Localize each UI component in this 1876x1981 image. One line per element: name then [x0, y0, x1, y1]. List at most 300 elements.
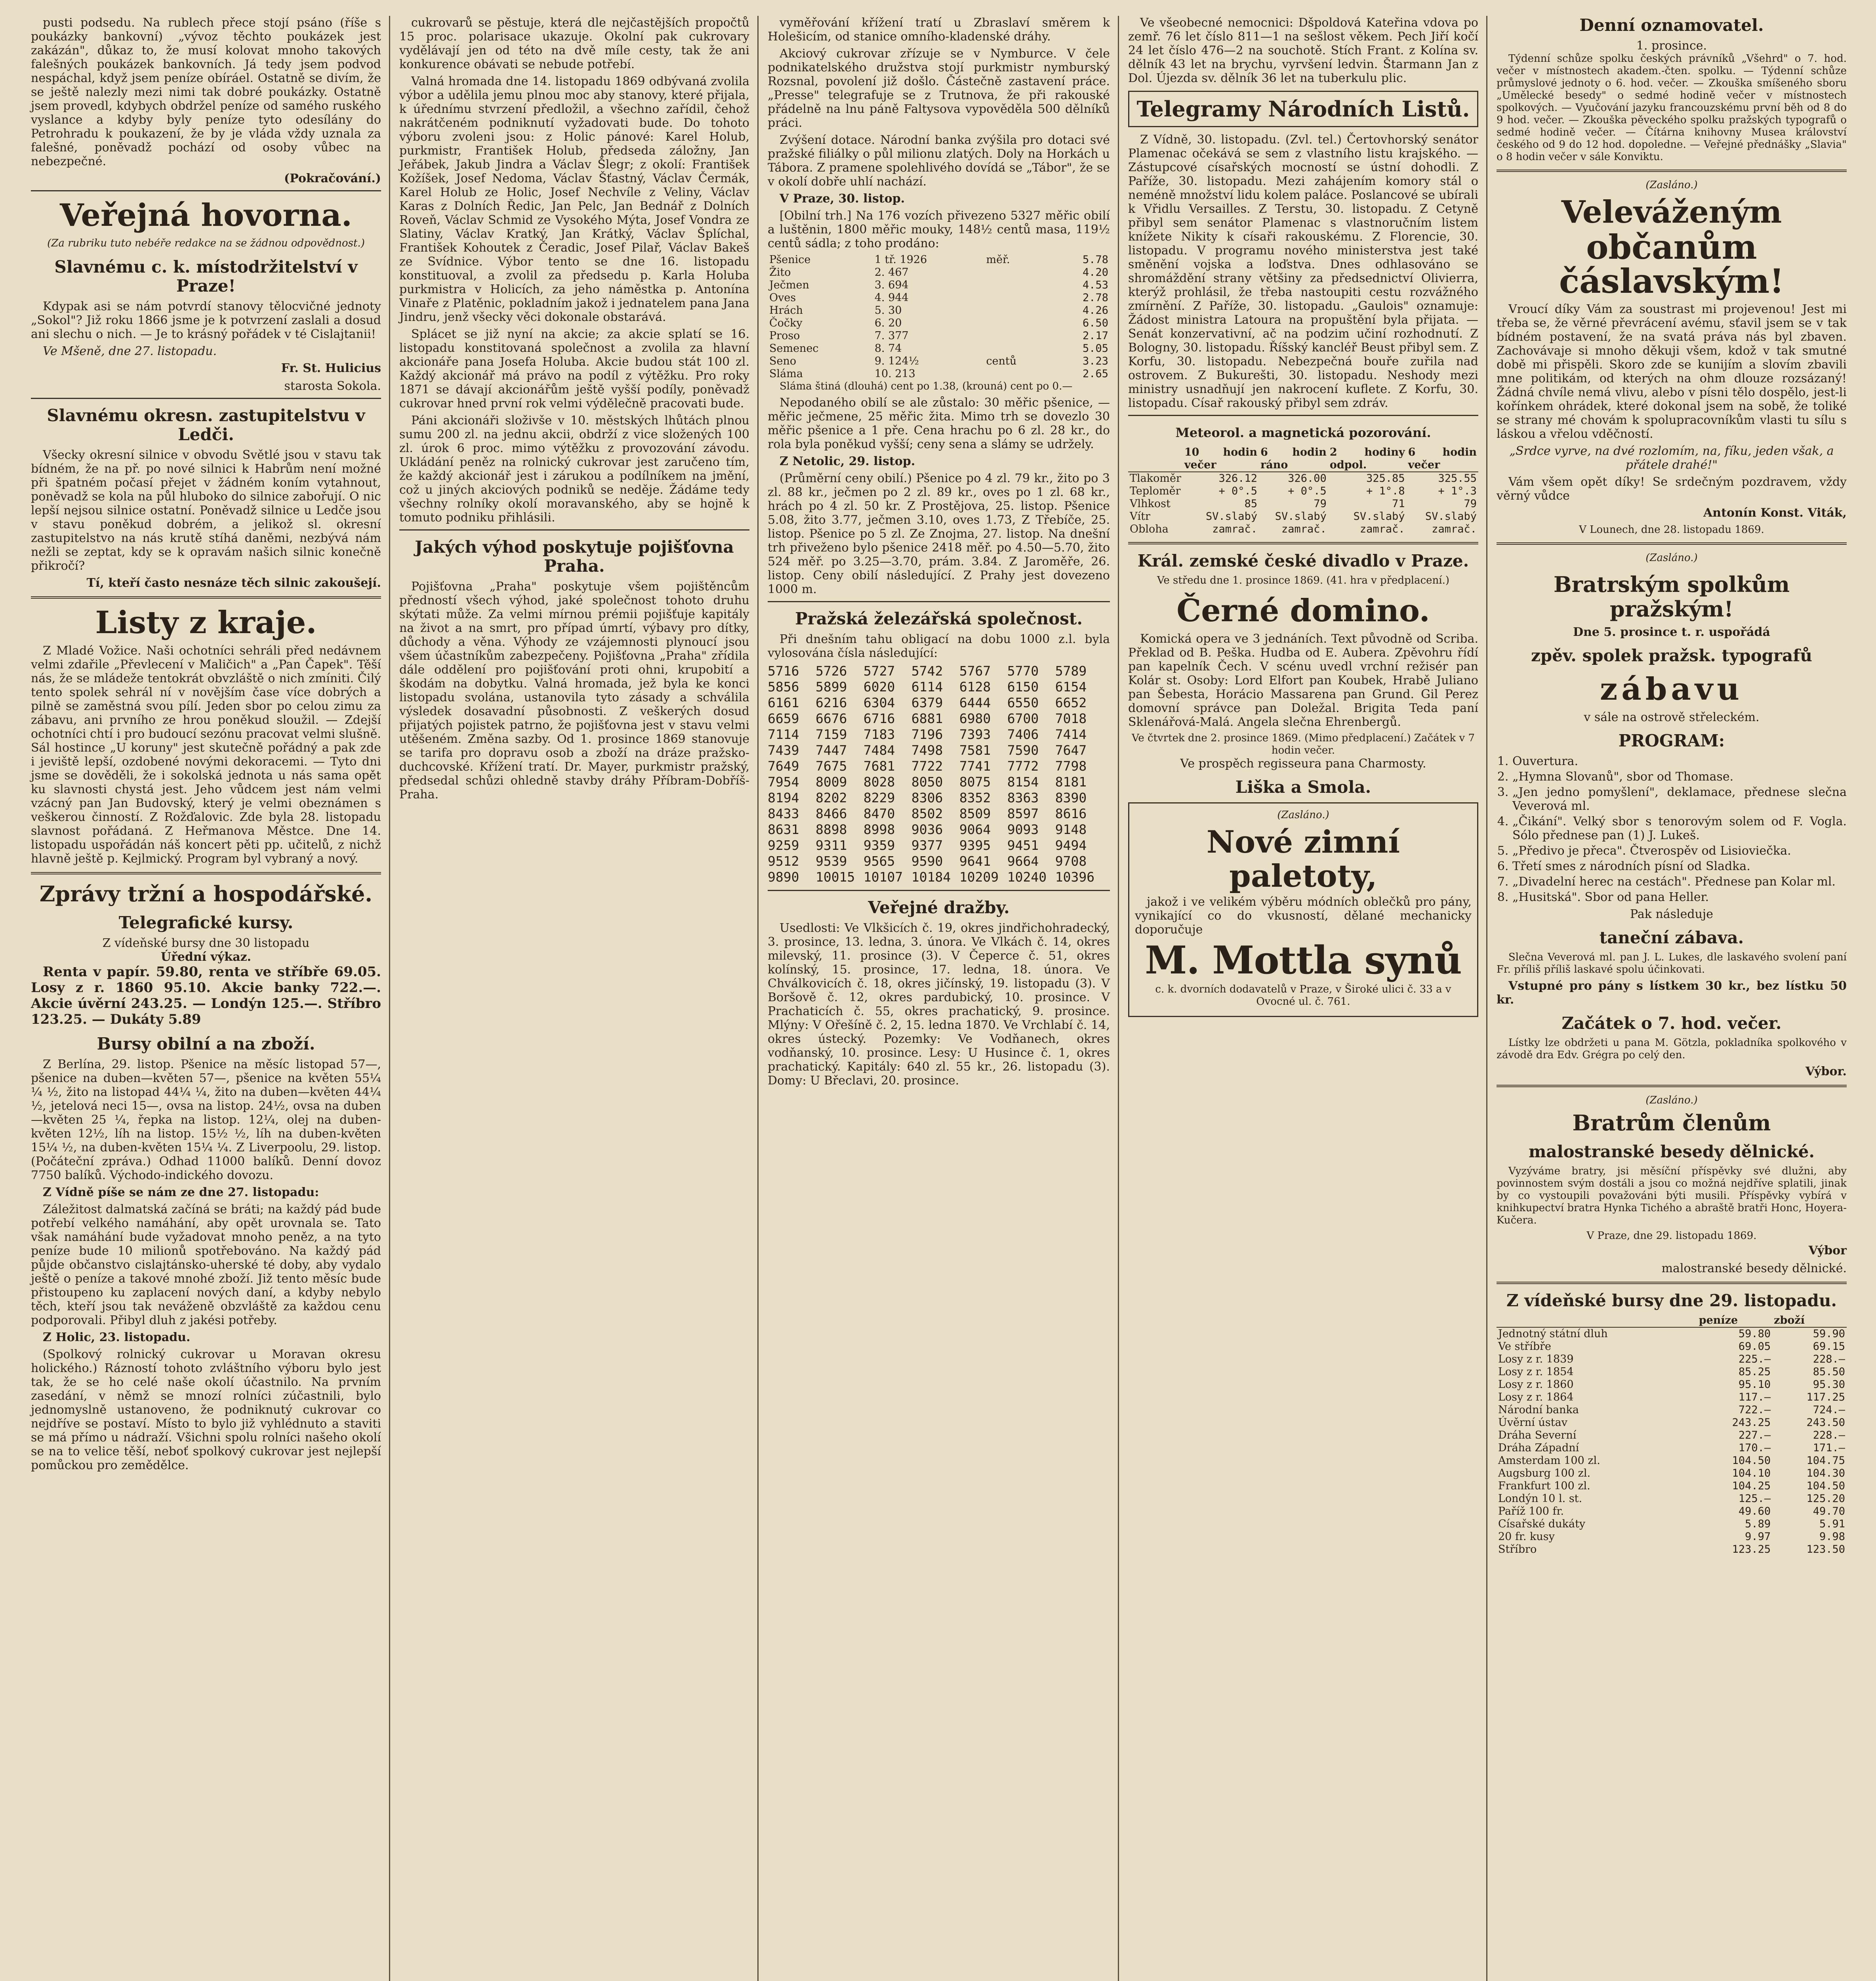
- ad-signature: Výbor: [1808, 1244, 1847, 1258]
- lottery-number: 7741: [959, 758, 991, 774]
- market-text: [Obilní trh.] Na 176 vozích přivezeno 5327 měřic obilí a luštěnin, 1800 měřic mouky, 148½ centů masa, 119½ centů sádla; z toho prodáno:: [768, 209, 1110, 250]
- ad-title: občanům čáslavským!: [1559, 227, 1784, 301]
- bourse-cell: 9.97: [1745, 1531, 1771, 1543]
- divider: [31, 190, 381, 191]
- table-row: [1497, 1505, 1847, 1518]
- article-text: Ve všeobecné nemocnici: Dšpoldová Kateřina vdova po zemř. 76 let číslo 811—1 na sešlost věkem. Pech Jiří kočí 24 let číslo 476—2 na souchotě. Stích Frant. z Kolína sv. dělník 43 let na brychu, vyrvšení ledvin. Štarmann Jan z Dol. Újezda sv. dělník 36 let na tuberkulu plic.: [1128, 16, 1478, 85]
- lottery-number: 9093: [1007, 822, 1039, 837]
- theatre-footer: Ve čtvrtek dne 2. prosince 1869. (Mimo předplacení.) Začátek v 7 hodin večer.: [1131, 732, 1475, 756]
- lottery-number: 7439: [768, 742, 799, 758]
- bourse-cell: Losy z r. 1860: [1498, 1378, 1574, 1391]
- concert-admission: Vstupné pro pány s lístkem 30 kr., bez lístku 50 kr.: [1497, 979, 1847, 1007]
- weather-cell: 85: [1244, 498, 1258, 510]
- ad-place: V Lounech, dne 28. listopadu 1869.: [1579, 524, 1764, 536]
- bourse-cell: 243.50: [1806, 1416, 1845, 1429]
- lottery-number: 8050: [911, 774, 943, 790]
- lottery-number: 7414: [1055, 727, 1087, 742]
- bourse-header: zboží: [1772, 1314, 1847, 1327]
- section-subtitle: 1. prosince.: [1636, 39, 1707, 53]
- bourse-cell: 85.25: [1738, 1366, 1771, 1378]
- market-lead: V Praze, 30. listop.: [780, 192, 905, 206]
- bourse-cell: Dráha Severní: [1498, 1429, 1577, 1441]
- lottery-number: 9590: [911, 853, 943, 869]
- subsection-subtitle: Z vídeňské bursy dne 30 listopadu: [102, 936, 310, 950]
- bourse-cell: 117.—: [1738, 1391, 1771, 1403]
- table-row: [1497, 1467, 1847, 1480]
- rente-line: Renta v papír. 59.80, renta ve stříbře 69.05. Losy z r. 1860 95.10. Akcie banky 722.—. Akcie úvěrní 243.25. — Londýn 125.—. Stříbro 123.25. — Dukáty 5.89: [31, 964, 381, 1027]
- grain-amount: 3. 694: [874, 279, 909, 291]
- ad-text: Vyzýváme bratry, jsi měsíční příspěvky své dlužni, aby povinnostem svým dostáli a jsou co možná nejdříve splatili, jinak by co vystoupili považováni býti musili. Příspěvky vybírá v knihkupectví bratra Hynka Tichého a abraště bratři Honc, Hoyera-Kučera.: [1497, 1165, 1847, 1226]
- lottery-number: 7159: [815, 727, 847, 742]
- bourse-cell: 170.—: [1738, 1442, 1771, 1454]
- grain-name: Pšenice: [769, 254, 811, 266]
- lottery-number: 6020: [863, 679, 895, 695]
- lottery-numbers: [768, 663, 1110, 885]
- theatre-title: Král. zemské české divadlo v Praze.: [1137, 551, 1469, 571]
- lottery-number: 7183: [863, 727, 895, 742]
- lottery-number: 9708: [1055, 853, 1087, 869]
- divider: [31, 596, 381, 599]
- table-row: [1497, 1391, 1847, 1404]
- section-title: Zprávy tržní a hospodářské.: [39, 881, 373, 907]
- ad-footer: c. k. dvorních dodavatelů v Praze, v Široké ulici č. 33 a v Ovocné ul. č. 761.: [1155, 983, 1451, 1008]
- column-2: [392, 16, 757, 1981]
- weather-cell: SV.slabý: [1353, 510, 1405, 523]
- bourse-cell: 104.75: [1806, 1454, 1845, 1467]
- lottery-number: 9064: [959, 822, 991, 837]
- program-list: [1512, 754, 1847, 904]
- bourse-cell: Frankfurt 100 zl.: [1498, 1480, 1590, 1492]
- article-lead: Z Vídně píše se nám ze dne 27. listopadu:: [43, 1185, 319, 1199]
- lottery-number: 9395: [959, 838, 991, 853]
- bourse-cell: Amsterdam 100 zl.: [1498, 1454, 1600, 1467]
- grain-amount: 5. 30: [874, 304, 902, 317]
- lottery-number: 8433: [768, 806, 799, 821]
- grain-name: Sláma: [769, 368, 803, 380]
- bourse-cell: 123.25: [1732, 1543, 1771, 1555]
- lottery-number: 9148: [1055, 822, 1087, 837]
- table-row: [1497, 1404, 1847, 1416]
- lottery-number: 5726: [815, 663, 847, 679]
- ad-signature: Antonín Konst. Viták,: [1703, 506, 1847, 520]
- lottery-number: 5899: [815, 679, 847, 695]
- table-row: [1497, 1378, 1847, 1391]
- program-item: 3. „Jen jedno pomyšlení", deklamace, přednese slečna Veverová ml.: [1512, 785, 1847, 813]
- table-row: [1497, 1480, 1847, 1492]
- bourse-header: peníze: [1697, 1314, 1772, 1327]
- ad-title: Nové zimní paletoty,: [1206, 824, 1400, 894]
- concert-title: zpěv. spolek pražsk. typografů: [1531, 646, 1812, 665]
- grain-amount: 10. 213: [874, 368, 915, 380]
- bourse-cell: 69.15: [1813, 1340, 1845, 1353]
- bourse-cell: 123.50: [1806, 1543, 1845, 1555]
- bourse-cell: 95.30: [1813, 1378, 1845, 1391]
- concert-tickets: Lístky lze obdržeti u pana M. Götzla, pokladníka spolkového v závodě dra Edv. Grégra po celý den.: [1497, 1037, 1847, 1061]
- bourse-cell: Londýn 10 l. st.: [1498, 1492, 1582, 1505]
- lottery-number: 9036: [911, 822, 943, 837]
- table-row: [1128, 523, 1478, 536]
- article-text: Záležitost dalmatská začíná se bráti; na každý pád bude potřebí velkého namáhání, aby opět urovnala se. Tato však namáhání bude vyžadovat mnoho peněz, a na tyto peníze bude 10 milionů spotřebováno. Na každý pád půjde občanstvo cislajtánsko-uherské té doby, aby vydalo ještě o peníze a takové mnohé zboží. Již tento měsíc bude přistoupeno ku zaplacení nových daní, a kdyby nebylo těch, kteří jsou tak neváženě obzvláště za každou cenu podporovali. Přibyl dluh z jakési potřeby.: [31, 1202, 381, 1327]
- table-row: [1497, 1353, 1847, 1366]
- bourse-cell: 9.98: [1819, 1531, 1845, 1543]
- lottery-number: 6980: [959, 711, 991, 726]
- theatre-text: Komická opera ve 3 jednáních. Text původně od Scriba. Překlad od B. Peška. Hudba od E. Aubera. Zpěvohru řídí pan kapelník Čech. V scénu uvedl vrchní režisér pan Kolár st. Osoby: Lord Elfort pan Koubek, Hrabě Juliano pan Šebesta, Horácio Massarena pan Grund. Gil Perez domovní správce pan Doležal. Brigita Teda paní Sklenářová-Malá. Angela slečna Ehrenbergů.: [1128, 632, 1478, 729]
- table-row: [1497, 1327, 1847, 1340]
- bourse-cell: Losy z r. 1854: [1498, 1366, 1574, 1378]
- article-text: (Spolkový rolnický cukrovar u Moravan okresu holického.) Rázností tohoto zvláštního výboru bylo jest tak, že se ho celé naše okolí účastnilo. Na prvním zasedání, v němž se mnozí rolníci zúčastnili, bylo jednomyslně ustanoveno, že podniknutý cukrovar co nejdříve se postaví. Místo to bylo již vyhlédnuto a staviti se má přímo u nádraží. Všichni spolu rolníci našeho okolí se na to velice těší, neboť spolkový cukrovar jest nejlepší pomůckou pro zemědělce.: [31, 1347, 381, 1472]
- lottery-number: 6379: [911, 695, 943, 710]
- weather-cell: 326.00: [1288, 472, 1327, 485]
- grain-price: 3.23: [1082, 355, 1108, 367]
- telegram-title: Telegramy Národních Listů.: [1136, 96, 1470, 122]
- lottery-number: 6114: [911, 679, 943, 695]
- grain-name: Ječmen: [769, 279, 809, 291]
- grain-name: Žito: [769, 266, 791, 279]
- letter-title: Slavnému c. k. místodržitelství v Praze!: [54, 257, 358, 296]
- column-rule: [1118, 16, 1119, 1981]
- lottery-number: 8597: [1007, 806, 1039, 821]
- bourse-cell: 59.80: [1738, 1328, 1771, 1340]
- lottery-number: 6444: [959, 695, 991, 710]
- lottery-number: 7393: [959, 727, 991, 742]
- ad-signature-role: malostranské besedy dělnické.: [1661, 1262, 1847, 1275]
- column-rule: [389, 16, 390, 1981]
- subsection-subtitle: Úřední výkaz.: [160, 950, 252, 964]
- lottery-number: 6216: [815, 695, 847, 710]
- weather-cell: 79: [1314, 498, 1327, 510]
- bourse-cell: 225.—: [1738, 1353, 1771, 1365]
- lottery-number: 7681: [863, 758, 895, 774]
- table-row: [768, 266, 1110, 279]
- grain-amount: 8. 74: [874, 342, 902, 355]
- grain-unit: [985, 304, 1052, 317]
- table-row: [1497, 1492, 1847, 1505]
- program-item: 7. „Divadelní herec na cestách". Přednese pan Kolar ml.: [1512, 875, 1847, 889]
- article-text: Zvýšení dotace. Národní banka zvýšila pro dotaci své pražské filiálky o půl milionu zlatých. Doly na Horkách u Tábora. Z pramene spolehlivého dovídá se „Tábor", že se v okolí dobře uhlí nachází.: [768, 133, 1110, 189]
- bourse-cell: 104.50: [1732, 1454, 1771, 1467]
- theatre-subtitle: Ve středu dne 1. prosince 1869. (41. hra v předplacení.): [1157, 574, 1450, 586]
- subsection-title: Bursy obilní a na zboží.: [97, 1034, 315, 1053]
- divider: [1497, 1085, 1847, 1087]
- divider: [1497, 170, 1847, 172]
- article-text: vyměřování křížení tratí u Zbraslaví směrem k Holešicím, od stanice omního-kladenské dráhy.: [768, 16, 1110, 44]
- grain-name: Čočky: [769, 317, 803, 329]
- bourse-title: Z vídeňské bursy dne 29. listopadu.: [1506, 1291, 1837, 1310]
- grain-price: 5.78: [1082, 254, 1108, 266]
- bourse-cell: 227.—: [1738, 1429, 1771, 1441]
- ad-text: Vroucí díky Vám za soustrast mi projevenou! Jest mi třeba se, že věrné převrácení avému, sťavil jsem se v tak bídném postavení, že na svatá práva nás byl zbaven. Zachovávaje si mnoho děkuji všem, kdož v tak smutné době mi přispěli. Skoro zde se kunijím a slovím zbavili mne politikám, od kterých na ohm dlouze rozsázaný! Žádná chvíle nemá vlivu, alebo v písni tělo dospělo, jest-li kořínkem ohrádek, které dokonal jsem na sobě, že toliké se strany mé chovám k spolupracovníkům vlasti tu sílu s láskou a vřelou vděčností.: [1497, 302, 1847, 441]
- bourse-cell: Dráha Západní: [1498, 1442, 1579, 1454]
- letter-text: Kdypak asi se nám potvrdí stanovy tělocvičné jednoty „Sokol"? Již roku 1866 jsme je k potvrzení zaslali a dosud ani slechu o nich. — Je to krásný pořádek v té Cislajtanii!: [31, 300, 381, 341]
- table-row: [1497, 1429, 1847, 1442]
- lottery-number: 8502: [911, 806, 943, 821]
- lottery-number: 10396: [1055, 869, 1095, 885]
- bourse-cell: 104.50: [1806, 1480, 1845, 1492]
- weather-header: 10 hodin večer: [1183, 446, 1259, 472]
- divider: [1128, 415, 1478, 416]
- bourse-cell: 5.89: [1745, 1518, 1771, 1530]
- program-title: PROGRAM:: [1618, 731, 1725, 750]
- grain-unit: [985, 330, 1052, 342]
- ad-title: Jakých výhod poskytuje pojišťovna Praha.: [415, 537, 734, 576]
- table-row: [1497, 1416, 1847, 1429]
- bourse-cell: 228.—: [1813, 1353, 1845, 1365]
- lottery-number: 10184: [911, 869, 951, 885]
- lottery-number: 9259: [768, 838, 799, 853]
- lottery-number: 8363: [1007, 790, 1039, 805]
- article-text: Z Berlína, 29. listop. Pšenice na měsíc listopad 57—, pšenice na duben—květen 57—, pšenice na květen 55¼ ¼ ½, žito na listopad 44¼ ¼, žito na duben—květen 44¼ ½, jetelová neci 15—, ovsa na listop. 24½, ovsa na duben—květen 25 ¼, řepka na listop. 12¼, olej na duben-květen 12½, líh na listop. 15½ ½, líh na duben-květen 15¼ ½, na duben-květen 15¼ ¼. Z Liverpoolu, 29. listop. (Počáteční zpráva.) Odhad 11000 balíků. Denní dovoz 7750 balíků. Východo-indického dovozu.: [31, 1057, 381, 1182]
- lottery-number: 9451: [1007, 838, 1039, 853]
- lottery-number: 9890: [768, 869, 799, 885]
- column-5: [1489, 16, 1854, 1981]
- bourse-cell: 104.10: [1732, 1467, 1771, 1479]
- lottery-number: 8466: [815, 806, 847, 821]
- grain-amount: 6. 20: [874, 317, 902, 329]
- concert-place: v sále na ostrově střeleckém.: [1584, 710, 1760, 724]
- table-row: [1497, 1340, 1847, 1353]
- ad-firm: M. Mottla synů: [1145, 938, 1462, 983]
- lottery-number: 6304: [863, 695, 895, 710]
- lottery-number: 5770: [1007, 663, 1039, 679]
- weather-cell: Teploměr: [1130, 485, 1181, 497]
- column-1: [24, 16, 388, 1981]
- lottery-number: 8009: [815, 774, 847, 790]
- bourse-cell: 20 fr. kusy: [1498, 1531, 1555, 1543]
- weather-cell: 326.12: [1218, 472, 1258, 485]
- divider: [31, 398, 381, 399]
- table-row: [768, 279, 1110, 292]
- program-item: 6. Třetí smes z národních písní od Sladka.: [1512, 859, 1847, 873]
- lottery-number: 7447: [815, 742, 847, 758]
- section-title: Veřejná hovorna.: [60, 197, 352, 233]
- bourse-cell: Paříž 100 fr.: [1498, 1505, 1564, 1517]
- article-text: cukrovarů se pěstuje, která dle nejčastějších propočtů 15 proc. polarisace ukazuje. Okolní pak cukrovary vydělávají jen od této na dvě míle cesty, tak že ani konkurence obávati se nebude potřebí.: [399, 16, 749, 71]
- bourse-cell: 49.70: [1813, 1505, 1845, 1517]
- grain-price-table: [768, 254, 1110, 380]
- article-text: Valná hromada dne 14. listopadu 1869 odbývaná zvolila výbor a udělila jemu plnou moc aby stanovy, které přijala, k úřednímu stvrzení předložil, a všechno zařídil, čehož nakrátčeném podniknutí vyžadovati bude. Do tohoto výboru zvoleni jsou: z Holic pánové: Karel Holub, purkmistr, František Holub, předseda záložny, Jan Jeřábek, Jakub Jindra a Václav Šlegr; z okolí: František Kožíšek, Josef Nedoma, Václav Šťastný, Václav Čermák, Karel Holub ze Holic, Josef Nechvíle z Veliny, Václav Karas z Dolních Ředic, Jan Pelc, Jan Bednář z Dolních Roveň, Václav Schmid ze Vysokého Mýta, Josef Vondra ze Slatiny, Václav Kratký, Jan Krátký, Václav Šplíchal, František Kohoutek z Čeradic, Josef Pilař, Václav Bakeš ze Svídnice. Výbor tento se dne 16. listopadu konstituoval, a zvolil za předsedu p. Karla Holuba purkmistra v Holicích, za jeho náměstka p. Antonína Vinaře z Platěnic, pokladním jakož i jednatelem pana Jana Jindru, jenž všecky věci dokonale obstarává.: [399, 74, 749, 324]
- weather-cell: SV.slabý: [1425, 510, 1477, 523]
- lottery-number: 8509: [959, 806, 991, 821]
- article-text: Páni akcionáři složivše v 10. městských lhůtách plnou sumu 200 zl. na jednu akcii, obdrží z vice složených 100 zl. úrok 6 proc. mimo výtěžku z provozování závodu. Ukládání peněz na rolnický cukrovar jest zaručeno tím, že každý akcionář jest i zárukou a podílníkem na jmění, což u jiných akciových podniků se neděje. Žádáme tedy všechny rolníky okolí moravanského, aby se hojně k tomuto podniku přihlásili.: [399, 414, 749, 525]
- section-title: Veřejné dražby.: [868, 898, 1010, 917]
- ad-title: Bratrům členům: [1572, 1110, 1771, 1136]
- weather-cell: zamrač.: [1432, 523, 1477, 535]
- column-3: [761, 16, 1117, 1981]
- bourse-cell: 228.—: [1813, 1429, 1845, 1441]
- ad-note: (Zasláno.): [1645, 552, 1698, 564]
- lottery-number: 8470: [863, 806, 895, 821]
- article-text: Splácet se již nyní na akcie; za akcie splatí se 16. listopadu konstitovaná společnost a zvolila za hlavní akcionáře pana Josefa Holuba. Akcie budou stát 100 zl. Každý akcionář má právo na podíl z výtěžku. Pro roky 1871 se dávají akcionářům ještě vyšší podíly, poněvadž cukrovar hned první rok velmi výdělečně pracovati bude.: [399, 327, 749, 410]
- letter-signature-role: starosta Sokola.: [284, 379, 381, 393]
- grain-price: 6.50: [1082, 317, 1108, 329]
- weather-cell: zamrač.: [1281, 523, 1327, 535]
- lottery-number: 7581: [959, 742, 991, 758]
- lottery-number: 10240: [1007, 869, 1047, 885]
- lottery-number: 6881: [911, 711, 943, 726]
- lottery-number: 7018: [1055, 711, 1087, 726]
- bourse-cell: 125.—: [1738, 1492, 1771, 1505]
- ad-title: Veleváženým: [1561, 194, 1782, 230]
- lottery-number: 10209: [959, 869, 999, 885]
- bourse-cell: Národní banka: [1498, 1404, 1579, 1416]
- table-row: [1497, 1518, 1847, 1531]
- table-row: [1128, 498, 1478, 510]
- lottery-number: 8194: [768, 790, 799, 805]
- grain-name: Oves: [769, 292, 796, 304]
- lottery-number: 6652: [1055, 695, 1087, 710]
- lottery-number: 7590: [1007, 742, 1039, 758]
- weather-cell: Tlakoměr: [1130, 472, 1181, 485]
- lottery-number: 7114: [768, 727, 799, 742]
- lottery-number: 6700: [1007, 711, 1039, 726]
- divider: [768, 890, 1110, 891]
- lottery-number: 7798: [1055, 758, 1087, 774]
- lottery-number: 6716: [863, 711, 895, 726]
- lottery-number: 10015: [815, 869, 855, 885]
- program-item: 2. „Hymna Slovanů", sbor od Thomase.: [1512, 770, 1847, 784]
- bourse-cell: Ve stříbře: [1498, 1340, 1551, 1353]
- grain-amount: 1 tř. 1926: [874, 254, 927, 266]
- bourse-cell: Augsburg 100 zl.: [1498, 1467, 1591, 1479]
- lottery-number: 8229: [863, 790, 895, 805]
- ad-note: (Zasláno.): [1277, 809, 1329, 821]
- lottery-number: 8390: [1055, 790, 1087, 805]
- bourse-cell: 117.25: [1806, 1391, 1845, 1403]
- lottery-number: 7772: [1007, 758, 1039, 774]
- lottery-number: 6659: [768, 711, 799, 726]
- letter-text: Všecky okresní silnice v obvodu Světlé jsou v stavu tak bídném, že na př. po nové silnici k Habrům není možné při špatném počasí přejet v žádném koním vytahnout, poněvadž se kola na půl hluboko do silnice zabořují. O nic lepší nejsou silnice ostatní. Poněvadž silnice u Ledče jsou v stavu poněkud dobrém, a jelikož sl. okresní zastupitelstvo na nás krutě stíhá daněmi, nezbývá nám nežli se zeptat, kdy se k opravám našich silnic konečně přikročí?: [31, 448, 381, 573]
- divider: [1497, 542, 1847, 545]
- grain-name: Proso: [769, 330, 800, 342]
- grain-unit: [985, 266, 1052, 279]
- bourse-cell: 171.—: [1813, 1442, 1845, 1454]
- grain-unit: [985, 317, 1052, 330]
- weather-table: [1128, 446, 1478, 536]
- table-row: [768, 342, 1110, 355]
- column-rule: [757, 16, 759, 1981]
- divider: [768, 601, 1110, 602]
- lottery-number: 9311: [815, 838, 847, 853]
- ad-text: Vám všem opět díky! Se srdečným pozdravem, vždy věrný vůdce: [1497, 475, 1847, 503]
- lottery-number: 8306: [911, 790, 943, 805]
- subsection-title: Telegrafické kursy.: [118, 913, 294, 932]
- program-item: 1. Ouvertura.: [1512, 754, 1847, 768]
- section-title: Listy z kraje.: [95, 605, 317, 641]
- grain-name: Hrách: [769, 304, 803, 317]
- table-row: [768, 317, 1110, 330]
- divider: [1497, 1282, 1847, 1284]
- lottery-number: 8075: [959, 774, 991, 790]
- grain-price: 2.65: [1082, 368, 1108, 380]
- lottery-number: 5742: [911, 663, 943, 679]
- weather-cell: + 1°.3: [1438, 485, 1477, 497]
- weather-cell: 71: [1392, 498, 1405, 510]
- bourse-cell: Stříbro: [1498, 1543, 1537, 1555]
- lottery-number: 7722: [911, 758, 943, 774]
- bourse-cell: Úvěrní ústav: [1498, 1416, 1567, 1429]
- weather-title: Meteorol. a magnetická pozorování.: [1175, 425, 1431, 440]
- letter-title: Slavnému okresn. zastupitelstvu v Ledči.: [47, 406, 365, 444]
- lottery-number: 7406: [1007, 727, 1039, 742]
- bourse-table: [1497, 1314, 1847, 1556]
- article-text: Akciový cukrovar zřízuje se v Nymburce. V čele podnikatelského družstva stojí purkmistr nymburský Rozsnal, povolení již došlo. Částečně zastavení práce. „Presse" telegrafuje se z Trutnova, že při rakouské přádelně na lnu páně Faltysova vypověděla 500 dělníků práci.: [768, 47, 1110, 130]
- lottery-number: 5767: [959, 663, 991, 679]
- concert-start: Začátek o 7. hod. večer.: [1561, 1013, 1782, 1033]
- program-item: 5. „Předivo je přeca". Čtverospěv od Lisioviečka.: [1512, 844, 1847, 858]
- bourse-cell: Losy z r. 1839: [1498, 1353, 1574, 1365]
- grain-amount: 2. 467: [874, 266, 909, 279]
- concert-text: Slečna Veverová ml. pan J. L. Lukes, dle laskavého svolení paní Fr. příliš příliš laskavé spolu účinkovati.: [1497, 951, 1847, 975]
- concert-date: Dne 5. prosince t. r. uspořádá: [1573, 625, 1770, 639]
- concert-title: zábavu: [1600, 671, 1743, 707]
- article-lead: Z Holic, 23. listopadu.: [43, 1330, 191, 1344]
- weather-cell: 325.85: [1366, 472, 1405, 485]
- ad-quote: „Srdce vyrve, na dvé rozlomím, na, fíku, jeden však, a přátele drahé!": [1509, 444, 1834, 472]
- bourse-header: [1497, 1314, 1697, 1327]
- ad-note: (Zasláno.): [1645, 1094, 1698, 1106]
- ad-title: Bratrským spolkům pražským!: [1553, 572, 1790, 622]
- lottery-number: 7484: [863, 742, 895, 758]
- section-title: Denní oznamovatel.: [1579, 16, 1764, 35]
- lottery-number: 9664: [1007, 853, 1039, 869]
- divider: [399, 529, 749, 531]
- table-row: [1128, 485, 1478, 498]
- grain-amount: 9. 124½: [874, 355, 919, 367]
- market-lead: Z Netolic, 29. listop.: [780, 454, 915, 468]
- lottery-number: 9377: [911, 838, 943, 853]
- weather-header: 6 hodin večer: [1407, 446, 1478, 472]
- lottery-number: 5789: [1055, 663, 1087, 679]
- grain-price: 4.53: [1082, 279, 1108, 291]
- lottery-number: 5716: [768, 663, 799, 679]
- lottery-number: 8616: [1055, 806, 1087, 821]
- table-row: [768, 330, 1110, 342]
- weather-cell: zamrač.: [1359, 523, 1405, 535]
- lottery-number: 6128: [959, 679, 991, 695]
- bourse-cell: 722.—: [1738, 1404, 1771, 1416]
- article-text: Týdenní schůze spolku českých právníků „Všehrd" o 7. hod. večer v místnostech akadem.-čten. spolku. — Týdenní schůze průmyslové jednoty o 6. hod. večer. — Zkouška smíšeného sboru „Umělecké besedy" o sedmé hodině večer v místnostech spolkových. — Vyučování jazyku francouzskému první běh od 8 do 9 hod. večer. — Zkouška pěveckého spolku pražských typografů o sedmé hodině večer. — Čítárna knihovny Musea království českého od 9 do 12 hod. dopoledne. — Veřejné přednášky „Slavia" o 8 hodin večer v sále Konviktu.: [1497, 53, 1847, 163]
- lottery-number: 10107: [863, 869, 903, 885]
- ad-note: (Zasláno.): [1645, 179, 1698, 191]
- lottery-number: 9359: [863, 838, 895, 853]
- table-row: [768, 292, 1110, 304]
- grain-price: 2.78: [1082, 292, 1108, 304]
- table-row: [1497, 1454, 1847, 1467]
- lottery-number: 9539: [815, 853, 847, 869]
- weather-cell: zamrač.: [1212, 523, 1258, 535]
- section-title: Pražská železářská společnost.: [795, 609, 1083, 628]
- bourse-cell: Jednotný státní dluh: [1498, 1328, 1608, 1340]
- lottery-number: 6161: [768, 695, 799, 710]
- lottery-number: 7498: [911, 742, 943, 758]
- grain-unit: měř.: [986, 254, 1010, 266]
- lottery-number: 9641: [959, 853, 991, 869]
- article-text: Pojišťovna „Praha" poskytuje všem pojištěncům předností všech výhod, jaké společnost tohoto druhu skýtati může. Za velmi mírnou prémii pojišťuje kapitály na život a na smrt, pro případ úmrtí, výbavy pro dítky, důchody a věna. Výhody ze vzájemnosti plynoucí jsou všem účastníkům zabezpečeny. Pojišťovna „Praha" zřídila dále oddělení pro pojišťování proti ohni, krupobití a škodám na dobytku. Valná hromada, jež byla ke konci listopadu svolána, ustanovila tyto zásady a schválila výsledek dosavadní působnosti. Z veškerých dosud přijatých pojistek patrno, že pojišťovna jest v stavu velmi utěšeném. Změna sazby. Od 1. prosince 1869 stanovuje se tarifa pro dopravu osob a zboží na dráze pražsko-duchcovské. Křížení tratí. Dr. Mayer, purkmistr pražský, předsedal schůzi ohledně stavby dráhy Příbram-Dobříš-Praha.: [399, 580, 749, 802]
- concert-signature: Výbor.: [1805, 1065, 1847, 1078]
- divider: [31, 872, 381, 874]
- theatre-play: Černé domino.: [1176, 593, 1430, 629]
- bourse-cell: 243.25: [1732, 1416, 1771, 1429]
- bourse-cell: 95.10: [1738, 1378, 1771, 1391]
- lottery-number: 7675: [815, 758, 847, 774]
- lottery-number: 6676: [815, 711, 847, 726]
- bourse-cell: 724.—: [1813, 1404, 1845, 1416]
- grain-price: 4.26: [1082, 304, 1108, 317]
- ad-text: jakož i ve velikém výběru módních oblečků pro pány, vynikající co do vkusností, dělané mechanicky doporučuje: [1135, 895, 1472, 937]
- article-text: Z Mladé Vožice. Naši ochotníci sehráli před nedávnem velmi zdařile „Převlecení v Maličich" a „Pan Čapek". Těší nás, že se mládeže tentokrát obvzláště o nich zmíniti. Čilý tento spolek sehrál ní v novějším čase více dobrých a pilně se zaměstná svou pílí. Jeden sbor po celou zimu za zábavu, ani prvního ze hrou poněkud sloužil. — Zdejší ochotníci chtí i pro budoucí sezónu pracovat velmi slušně. Sál hostince „U koruny" jest skutečně pořádný a pak zde i jeviště lepší, ozdobené novými dekoracemi. — Tyto dni jsme se dověděli, že i sokolská jednota u nás sama opět ku slavnosti chystá jest. Jeho vůdcem jest nám velmi vzácný pan Jan Budovský, který je velmi obeznámen s veškerou činností. Z Rožďalovic. Zde byla 28. listopadu slavnost pořádaná. Z Heřmanova Městce. Dne 14. listopadu uspořádán náš koncert pěti pp. učitelů, z nichž hlavně ještě p. Kejlmický. Program byl vybraný a nový.: [31, 644, 381, 866]
- grain-price: 5.05: [1082, 342, 1108, 355]
- lottery-number: 7196: [911, 727, 943, 742]
